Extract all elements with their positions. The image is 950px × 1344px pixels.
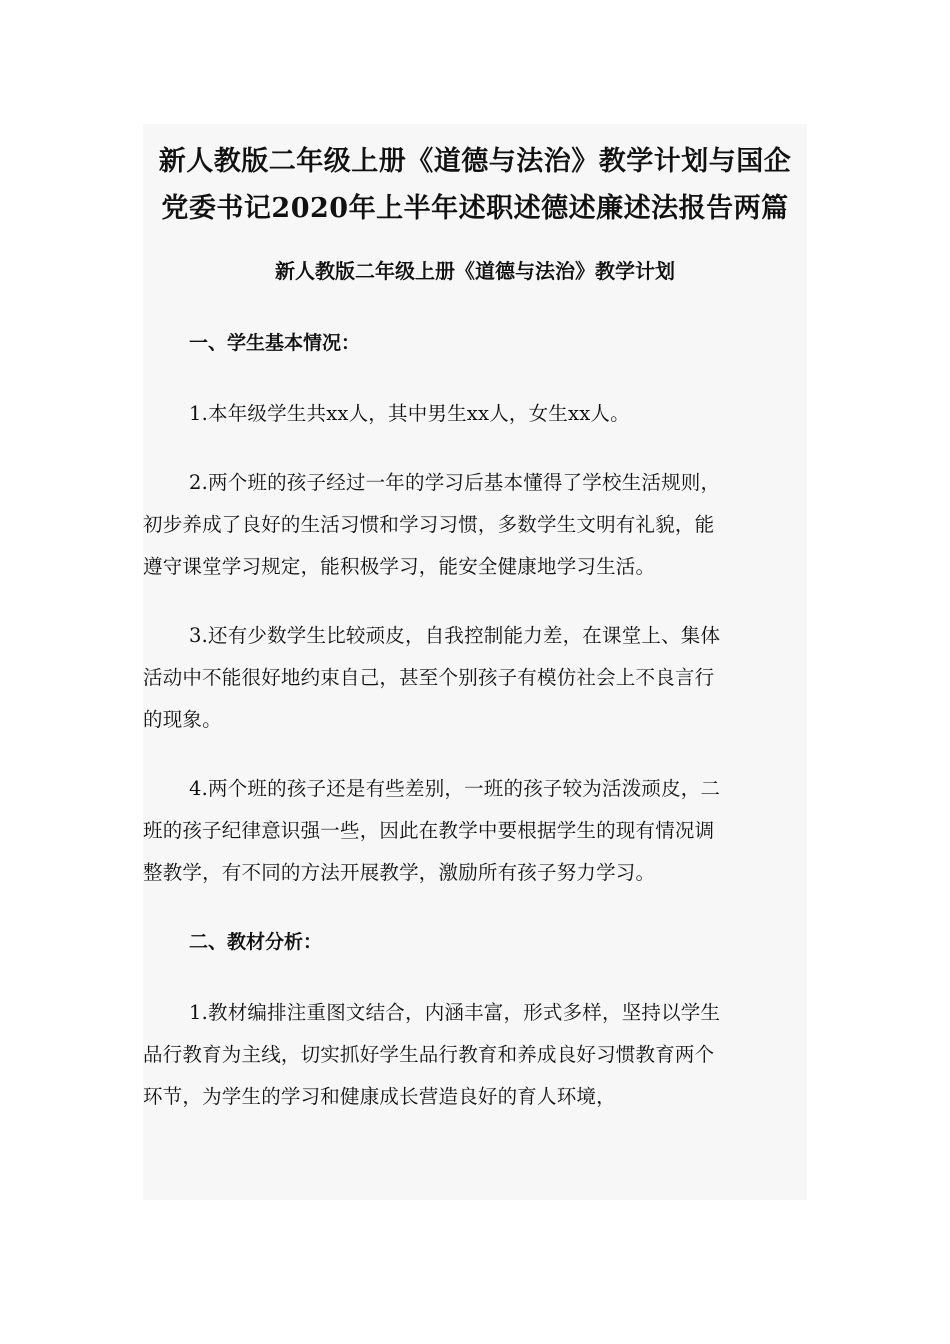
paragraph-line: 遵守课堂学习规定，能积极学习，能安全健康地学习生活。 bbox=[143, 555, 656, 578]
document-subtitle: 新人教版二年级上册《道德与法治》教学计划 bbox=[275, 259, 675, 283]
paragraph-line: 环节，为学生的学习和健康成长营造良好的育人环境， bbox=[143, 1085, 616, 1108]
title-line: 党委书记2020年上半年述职述德述廉述法报告两篇 bbox=[161, 193, 789, 224]
paragraph bbox=[143, 462, 807, 588]
document-body bbox=[143, 124, 807, 1118]
paragraph-line: 品行教育为主线，切实抓好学生品行教育和养成良好习惯教育两个 bbox=[143, 1043, 715, 1066]
paragraph bbox=[143, 393, 807, 435]
paragraph-line: 的现象。 bbox=[143, 708, 222, 731]
paragraph bbox=[143, 992, 807, 1118]
paragraph-line: 2.两个班的孩子经过一年的学习后基本懂得了学校生活规则， bbox=[189, 471, 721, 494]
paragraph-line: 4.两个班的孩子还是有些差别，一班的孩子较为活泼顽皮，二 bbox=[189, 777, 721, 800]
paragraph bbox=[143, 615, 807, 741]
document-title bbox=[143, 124, 807, 232]
paragraph-line: 班的孩子纪律意识强一些，因此在教学中要根据学生的现有情况调 bbox=[143, 819, 715, 842]
paragraph-line: 1.教材编排注重图文结合，内涵丰富，形式多样，坚持以学生 bbox=[189, 1001, 721, 1024]
section-heading: 二、教材分析： bbox=[189, 931, 323, 953]
paragraph-line: 整教学，有不同的方法开展教学，激励所有孩子努力学习。 bbox=[143, 861, 656, 884]
paragraph-line: 3.还有少数学生比较顽皮，自我控制能力差，在课堂上、集体 bbox=[189, 624, 721, 647]
title-line: 新人教版二年级上册《道德与法治》教学计划与国企 bbox=[158, 146, 792, 177]
paragraph-line: 初步养成了良好的生活习惯和学习习惯，多数学生文明有礼貌，能 bbox=[143, 513, 715, 536]
paragraph bbox=[143, 768, 807, 894]
section-heading: 一、学生基本情况： bbox=[189, 332, 361, 354]
paragraph-line: 1.本年级学生共xx人，其中男生xx人，女生xx人。 bbox=[189, 402, 630, 425]
paragraph-line: 活动中不能很好地约束自己，甚至个别孩子有模仿社会上不良言行 bbox=[143, 666, 715, 689]
